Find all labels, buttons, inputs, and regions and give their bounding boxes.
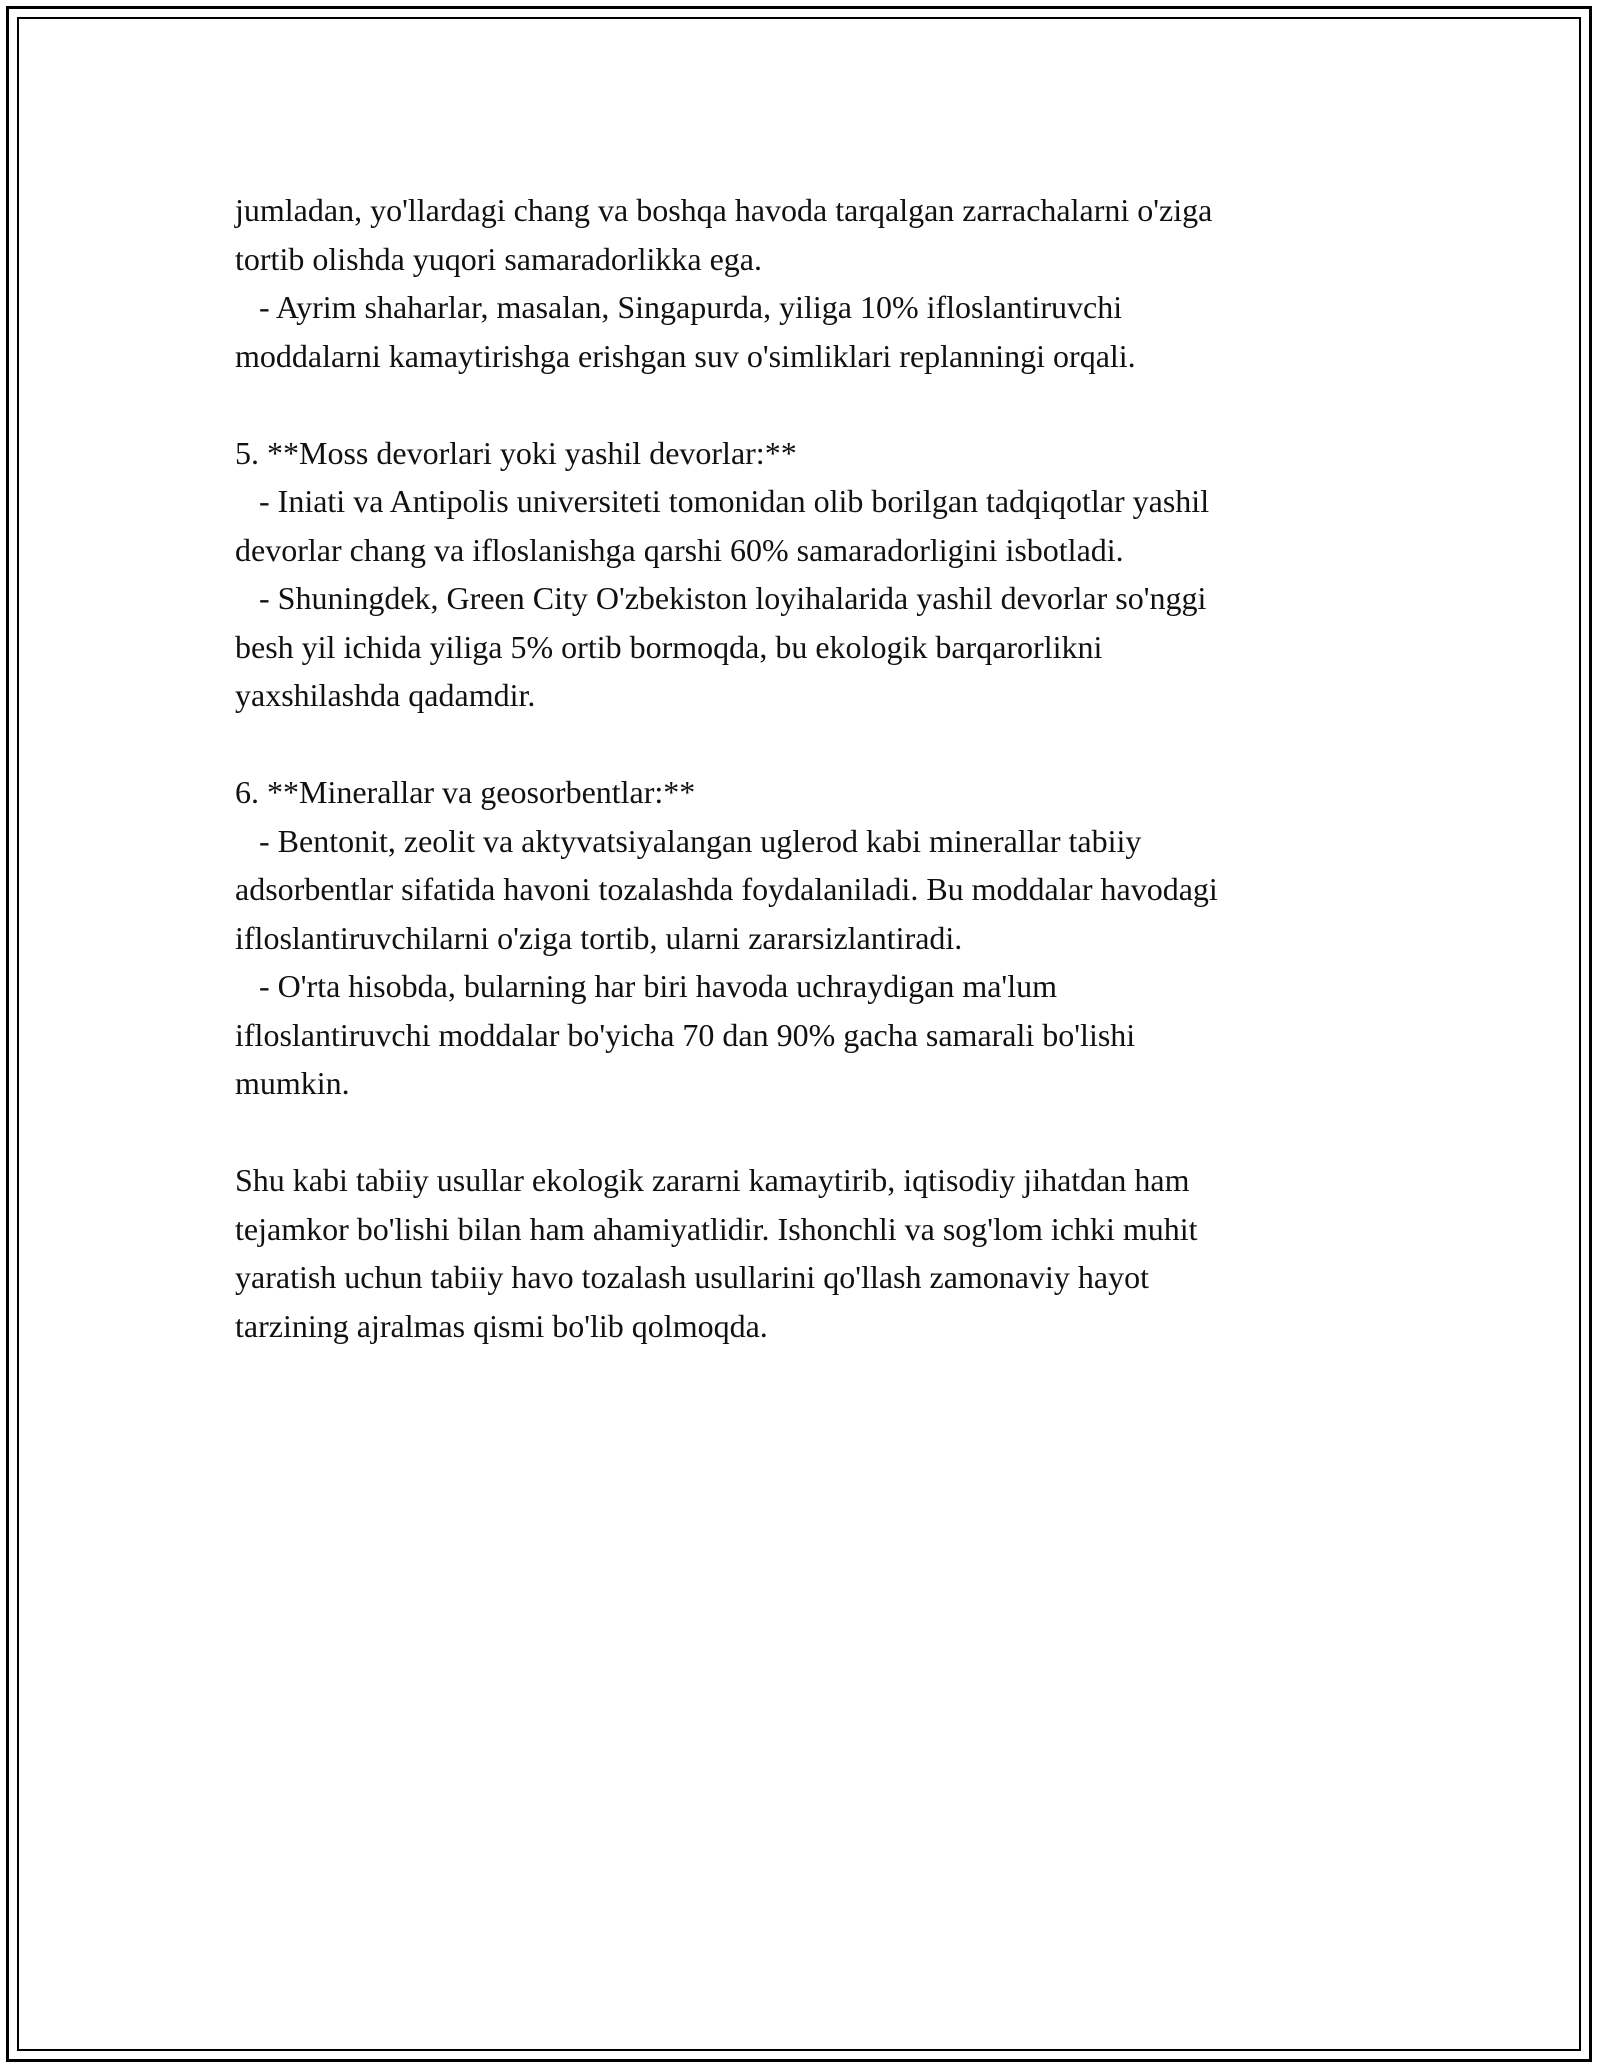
text-line: yaxshilashda qadamdir. (235, 677, 536, 713)
text-line: - O'rta hisobda, bularning har biri havoda uchraydigan ma'lum (235, 968, 1057, 1004)
blank-line (235, 1108, 1375, 1157)
text-line: - Bentonit, zeolit va aktyvatsiyalangan uglerod kabi minerallar tabiiy (235, 822, 1142, 859)
text-line: mumkin. (235, 1065, 350, 1101)
section-heading: 5. **Moss devorlari yoki yashil devorlar:** (235, 434, 797, 471)
text-line: - Shuningdek, Green City O'zbekiston loyihalarida yashil devorlar so'nggi (235, 580, 1207, 616)
text-line: tortib olishda yuqori samaradorlikka ega. (235, 240, 762, 277)
text-line: adsorbentlar sifatida havoni tozalashda foydalaniladi. Bu moddalar havodagi (235, 871, 1218, 907)
text-line: jumladan, yo'llardagi chang va boshqa havoda tarqalgan zarrachalarni o'ziga (235, 192, 1213, 228)
blank-line (235, 380, 1375, 429)
text-line: ifloslantiruvchilarni o'ziga tortib, ularni zararsizlantiradi. (235, 919, 963, 956)
text-line: - Iniati va Antipolis universiteti tomonidan olib borilgan tadqiqotlar yashil (235, 483, 1210, 519)
text-line: Shu kabi tabiiy usullar ekologik zararni kamaytirib, iqtisodiy jihatdan ham (235, 1162, 1190, 1198)
text-line: tarzining ajralmas qismi bo'lib qolmoqda. (235, 1307, 768, 1344)
text-line: besh yil ichida yiliga 5% ortib bormoqda, bu ekologik barqarorlikni (235, 628, 1103, 665)
text-line: devorlar chang va ifloslanishga qarshi 60% samaradorligini isbotladi. (235, 531, 1124, 568)
text-line: yaratish uchun tabiiy havo tozalash usullarini qo'llash zamonaviy hayot (235, 1259, 1149, 1295)
text-line: moddalarni kamaytirishga erishgan suv o'simliklari replanningi orqali. (235, 337, 1136, 374)
section-heading: 6. **Minerallar va geosorbentlar:** (235, 774, 696, 810)
text-line: tejamkor bo'lishi bilan ham ahamiyatlidir. Ishonchli va sog'lom ichki muhit (235, 1210, 1198, 1247)
text-line: - Ayrim shaharlar, masalan, Singapurda, yiliga 10% ifloslantiruvchi (235, 289, 1123, 325)
text-line: ifloslantiruvchi moddalar bo'yicha 70 dan 90% gacha samarali bo'lishi (235, 1016, 1136, 1053)
blank-line (235, 720, 1375, 769)
document-body (235, 186, 1375, 1350)
